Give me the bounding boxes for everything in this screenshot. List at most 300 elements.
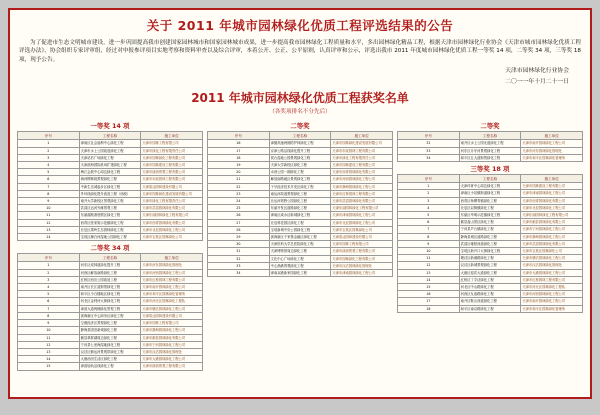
- row-number: 15: [398, 284, 460, 291]
- table-row: [208, 255, 393, 262]
- table-row: [18, 291, 203, 298]
- table-row: [398, 183, 583, 190]
- row-construction-unit: 天津市和平区园林绿化管理所: [521, 154, 583, 161]
- row-number: 29: [208, 234, 270, 241]
- row-project-name: 红桥区西沽公园改造工程: [79, 276, 141, 283]
- row-number: 23: [208, 190, 270, 197]
- header-num: 序号: [398, 175, 460, 183]
- row-project-name: 津蓟高速两侧防护林绿化工程: [269, 140, 331, 147]
- column-left: [17, 119, 203, 370]
- row-number: 8: [18, 190, 80, 197]
- row-project-name: 宁河县芦台镇绿化工程: [459, 226, 521, 233]
- row-project-name: 外环线绿化提升改造工程（西段）: [79, 190, 141, 197]
- row-construction-unit: 天津市津南园林绿化工程公司: [331, 270, 393, 277]
- row-project-name: 东丽区华明示范镇绿化工程: [459, 212, 521, 219]
- row-project-name: 天津医科大学总医院绿化工程: [269, 241, 331, 248]
- row-construction-unit: 天津市河西园林绿化工程公司: [521, 291, 583, 298]
- table-row: [18, 140, 203, 147]
- table-row: [398, 269, 583, 276]
- row-construction-unit: 天津东丽园林绿化工程有限公司: [141, 212, 203, 219]
- row-project-name: 北辰区果岭生态园林绿化工程: [79, 226, 141, 233]
- row-project-name: 河西区解放南路绿化工程: [79, 269, 141, 276]
- row-number: 6: [398, 219, 460, 226]
- row-number: 16: [208, 140, 270, 147]
- row-construction-unit: 天津泰达园林建设有限公司: [331, 234, 393, 241]
- row-construction-unit: 天津市津南园林绿化工程公司: [521, 190, 583, 197]
- row-project-name: 中新生态城起步区绿化工程: [79, 183, 141, 190]
- row-construction-unit: 天津市河东园林绿化管理处: [521, 147, 583, 154]
- row-project-name: 大港区迎宾大道绿化工程: [459, 269, 521, 276]
- header-unit: 施工单位: [521, 132, 583, 140]
- row-construction-unit: 天津市宁河园林绿化工程公司: [521, 226, 583, 233]
- table-row: [18, 226, 203, 233]
- header-project: 工程名称: [459, 132, 521, 140]
- row-project-name: 水西公园一期绿化工程: [269, 169, 331, 176]
- row-number: 33: [398, 147, 460, 154]
- row-project-name: 天津博物馆周边绿化工程: [269, 248, 331, 255]
- row-project-name: 武清区运河外滩景观工程: [79, 205, 141, 212]
- row-construction-unit: 天津市塘沽园林绿化工程公司: [141, 305, 203, 312]
- row-project-name: 海河柳林段景观绿化工程: [79, 176, 141, 183]
- row-number: 34: [398, 154, 460, 161]
- row-construction-unit: 天津市武清园林绿化有限公司: [521, 240, 583, 247]
- table-row: [18, 341, 203, 348]
- row-construction-unit: 天津市河东园林绿化管理处: [141, 262, 203, 269]
- table-row: [18, 147, 203, 154]
- row-construction-unit: 天津市河西园林绿化工程公司: [141, 269, 203, 276]
- table-header-row: [208, 132, 393, 140]
- table-header-row: [18, 254, 203, 262]
- award-table: [17, 131, 203, 241]
- row-construction-unit: 天津市西青园林绿化有限公司: [141, 219, 203, 226]
- row-project-name: 宁河县七里海湿地绿化工程: [79, 341, 141, 348]
- table-header-row: [398, 175, 583, 183]
- row-project-name: 京津公路沿线绿化提升工程: [269, 147, 331, 154]
- row-project-name: 南开区鞍山西道绿化工程: [459, 298, 521, 305]
- row-number: 10: [18, 205, 80, 212]
- row-number: 21: [208, 176, 270, 183]
- row-construction-unit: 天津市静海园林绿化工程公司: [141, 327, 203, 334]
- row-project-name: 侯台湿地公园景观绿化工程: [269, 154, 331, 161]
- table-row: [398, 226, 583, 233]
- row-construction-unit: 天津市西青园林绿化有限公司: [521, 197, 583, 204]
- row-number: 30: [208, 241, 270, 248]
- table-row: [398, 262, 583, 269]
- row-construction-unit: 天津市园林绿化工程有限公司: [141, 154, 203, 161]
- row-number: 13: [18, 348, 80, 355]
- table-row: [208, 198, 393, 205]
- row-project-name: 南开大学新校区景观绿化工程: [79, 198, 141, 205]
- award-table: [397, 174, 583, 313]
- table-row: [18, 169, 203, 176]
- row-construction-unit: 天津市南开园林绿化工程公司: [521, 140, 583, 147]
- row-number: 10: [398, 248, 460, 255]
- row-number: 9: [18, 320, 80, 327]
- table-row: [18, 312, 203, 319]
- row-number: 15: [18, 363, 80, 370]
- row-construction-unit: 天津市汉沽园林绿化管理处: [521, 262, 583, 269]
- row-project-name: 和平区南京路绿化工程: [459, 305, 521, 312]
- row-project-name: 宝坻区潮白河湿地公园绿化工程: [79, 234, 141, 241]
- row-number: 34: [208, 270, 270, 277]
- row-construction-unit: 天津市园林建设工程有限公司: [331, 162, 393, 169]
- row-number: 12: [398, 262, 460, 269]
- award-columns: [17, 119, 583, 370]
- table-row: [208, 241, 393, 248]
- table-row: [18, 212, 203, 219]
- table-row: [398, 212, 583, 219]
- table-row: [208, 270, 393, 277]
- row-construction-unit: 天津市蓟县园林绿化有限公司: [141, 334, 203, 341]
- row-number: 32: [208, 255, 270, 262]
- row-construction-unit: 天津市绿茵景观工程有限公司: [331, 248, 393, 255]
- row-construction-unit: 天津市园林绿化建设发展有限公司: [331, 140, 393, 147]
- row-number: 6: [18, 176, 80, 183]
- row-project-name: 西青区杨柳青镇绿化工程: [459, 197, 521, 204]
- announcement-body: 为了促进市生态文明城市建设，进一步巩固提高我市创建国家园林城市和国家园林城市成果，进一步提高我市园林绿化工程质量和水平，多出园林绿化精品工程，根据天津市园林绿化行业协会《天津市城市园林绿化优质工程评选办法》，协会组织专家评审组，经过对申报参评项目实地考察和资料审查以及综合评审，本着公开、公正、公平原则，认真评审和公示，评选出我市 2011 年度城市园林绿化优质工程一等奖 14 项，二等奖 34 项，三等奖 18 项，现予公告。: [19, 40, 581, 63]
- row-construction-unit: 天津市和平区园林绿化管理所: [521, 305, 583, 312]
- row-construction-unit: 天津市大港园林绿化工程公司: [521, 269, 583, 276]
- table-row: [398, 291, 583, 298]
- row-number: 5: [398, 212, 460, 219]
- row-number: 17: [398, 298, 460, 305]
- row-construction-unit: 天津市宝坻区园林绿化公司: [141, 234, 203, 241]
- row-project-name: 天津滨海国际机场扩建绿化工程: [79, 162, 141, 169]
- row-number: 20: [208, 169, 270, 176]
- row-number: 33: [208, 262, 270, 269]
- table-row: [18, 284, 203, 291]
- table-row: [18, 205, 203, 212]
- row-construction-unit: 天津市西青园林绿化有限公司: [331, 169, 393, 176]
- table-row: [18, 219, 203, 226]
- row-construction-unit: 天津东丽园林绿化工程有限公司: [521, 212, 583, 219]
- table-row: [18, 262, 203, 269]
- row-number: 13: [18, 226, 80, 233]
- section-title: 二等奖: [480, 122, 500, 131]
- row-number: 2: [18, 147, 80, 154]
- row-project-name: 河东区月牙河景观绿化工程: [459, 147, 521, 154]
- row-number: 22: [208, 183, 270, 190]
- row-project-name: 河北区金钟河大街绿化工程: [79, 298, 141, 305]
- table-row: [398, 248, 583, 255]
- row-construction-unit: 天津市宝坻区园林绿化公司: [521, 248, 583, 255]
- row-project-name: 河西区友谊路绿化工程: [459, 291, 521, 298]
- row-project-name: 汉沽区蓟运河景观带绿化工程: [79, 348, 141, 355]
- header-num: 序号: [398, 132, 460, 140]
- table-row: [208, 183, 393, 190]
- row-construction-unit: 天津市塘沽园林绿化工程公司: [521, 255, 583, 262]
- table-row: [18, 176, 203, 183]
- header-num: 序号: [208, 132, 270, 140]
- row-construction-unit: 天津泰达园林建设有限公司: [141, 312, 203, 319]
- section-title: 二等奖: [290, 122, 310, 131]
- announcement-page: [8, 8, 592, 399]
- row-construction-unit: 天津市绿茵景观工程有限公司: [141, 169, 203, 176]
- table-header-row: [18, 132, 203, 140]
- row-construction-unit: 天津市园林工程有限公司: [331, 241, 393, 248]
- row-number: 31: [208, 248, 270, 255]
- row-project-name: 津滨轻轨沿线绿化工程: [79, 363, 141, 370]
- table-row: [208, 169, 393, 176]
- row-construction-unit: 天津市园林绿化建设发展有限公司: [141, 190, 203, 197]
- signature-org: 天津市园林绿化行业协会: [505, 68, 569, 75]
- table-row: [398, 147, 583, 154]
- row-project-name: 津南区社会福利中心绿化工程: [79, 140, 141, 147]
- row-project-name: 南运河故道景观绿化工程: [269, 190, 331, 197]
- row-number: 9: [18, 198, 80, 205]
- row-project-name: 西青区张家窝示范镇绿化工程: [79, 219, 141, 226]
- row-number: 14: [18, 234, 80, 241]
- row-number: 9: [398, 240, 460, 247]
- row-number: 4: [18, 284, 80, 291]
- table-row: [208, 140, 393, 147]
- row-number: 14: [18, 356, 80, 363]
- row-number: 4: [18, 162, 80, 169]
- row-construction-unit: 天津市市政园林工程有限公司: [331, 147, 393, 154]
- row-project-name: 文化中心广场绿化工程: [269, 255, 331, 262]
- table-row: [208, 176, 393, 183]
- award-rows-second-prize-c: [398, 140, 583, 162]
- row-construction-unit: 天津市武清园林绿化有限公司: [141, 205, 203, 212]
- header-unit: 施工单位: [331, 132, 393, 140]
- row-construction-unit: 天津市北辰园林绿化工程公司: [141, 226, 203, 233]
- row-project-name: 蓟县翠屏湖周边绿化工程: [79, 334, 141, 341]
- row-number: 11: [18, 334, 80, 341]
- row-number: 17: [208, 147, 270, 154]
- header-unit: 施工单位: [521, 175, 583, 183]
- row-construction-unit: 天津东丽园林绿化工程有限公司: [331, 205, 393, 212]
- row-construction-unit: 天津市南开园林绿化工程公司: [141, 284, 203, 291]
- row-number: 1: [398, 183, 460, 190]
- row-project-name: 津滨大道两侧绿化景观工程: [79, 305, 141, 312]
- table-row: [208, 190, 393, 197]
- header-unit: 施工单位: [141, 132, 203, 140]
- row-construction-unit: 天津泰达园林建设有限公司: [141, 183, 203, 190]
- table-row: [208, 234, 393, 241]
- table-row: [208, 212, 393, 219]
- award-rows-first-prize: [18, 140, 203, 241]
- row-project-name: 津南区小站镇街道绿化工程: [459, 190, 521, 197]
- table-row: [18, 348, 203, 355]
- row-number: 10: [18, 327, 80, 334]
- row-number: 2: [18, 269, 80, 276]
- row-construction-unit: 天津市红桥园林工程有限公司: [141, 276, 203, 283]
- table-row: [398, 298, 583, 305]
- table-row: [18, 154, 203, 161]
- row-number: 7: [18, 305, 80, 312]
- table-row: [208, 262, 393, 269]
- row-number: 7: [398, 226, 460, 233]
- row-construction-unit: 天津市绿茵景观工程有限公司: [141, 363, 203, 370]
- table-row: [398, 204, 583, 211]
- row-project-name: 南开区长江道街景绿化工程: [79, 284, 141, 291]
- row-number: 19: [208, 162, 270, 169]
- header-project: 工程名称: [79, 254, 141, 262]
- row-number: 27: [208, 219, 270, 226]
- row-construction-unit: 天津市和平区园林绿化管理所: [141, 291, 203, 298]
- row-project-name: 宝坻区新开口大街绿化工程: [459, 248, 521, 255]
- row-construction-unit: 天津市园林绿化工程有限公司: [331, 255, 393, 262]
- table-row: [398, 305, 583, 312]
- row-project-name: 河东区成林道绿化提升工程: [79, 262, 141, 269]
- row-number: 7: [18, 183, 80, 190]
- table-row: [208, 162, 393, 169]
- row-construction-unit: 天津市园林建设工程有限公司: [521, 183, 583, 190]
- row-number: 28: [208, 226, 270, 233]
- table-row: [398, 219, 583, 226]
- table-row: [18, 298, 203, 305]
- row-construction-unit: 天津市宁河园林绿化工程公司: [141, 341, 203, 348]
- table-row: [208, 205, 393, 212]
- row-number: 11: [398, 255, 460, 262]
- row-project-name: 大港油田生活区绿化工程: [79, 356, 141, 363]
- table-row: [398, 255, 583, 262]
- row-construction-unit: 天津市静海园林绿化工程公司: [331, 183, 393, 190]
- table-row: [398, 284, 583, 291]
- row-construction-unit: 天津市市政园林工程有限公司: [141, 176, 203, 183]
- row-number: 25: [208, 205, 270, 212]
- section-title: 一等奖 14 项: [90, 122, 130, 131]
- table-row: [18, 356, 203, 363]
- table-row: [398, 276, 583, 283]
- award-list-subtitle: （各奖项排名不分先后）: [269, 109, 331, 116]
- row-construction-unit: 天津市北辰园林绿化工程公司: [331, 219, 393, 226]
- table-row: [18, 305, 203, 312]
- row-project-name: 空港经济区景观绿化工程: [79, 320, 141, 327]
- row-project-name: 静海县城区道路绿化工程: [459, 233, 521, 240]
- row-construction-unit: 天津市汉沽园林绿化管理处: [331, 262, 393, 269]
- table-row: [18, 162, 203, 169]
- award-rows-third-prize: [398, 183, 583, 313]
- award-list-title: 2011 年城市园林绿化优质工程获奖名单: [191, 91, 409, 106]
- row-number: 4: [398, 204, 460, 211]
- column-right: [397, 119, 583, 313]
- row-project-name: 北辰科技园区绿化工程: [269, 219, 331, 226]
- row-number: 2: [398, 190, 460, 197]
- page-title: 关于 2011 年城市园林绿化优质工程评选结果的公告: [146, 18, 454, 33]
- table-row: [208, 154, 393, 161]
- row-construction-unit: 天津市红桥园林工程有限公司: [331, 190, 393, 197]
- row-number: 8: [18, 312, 80, 319]
- signature-date: 二〇一一年十月二十一日: [505, 79, 569, 86]
- row-number: 5: [18, 169, 80, 176]
- table-row: [18, 363, 203, 370]
- row-project-name: 天津市水上公园改造绿化工程: [79, 147, 141, 154]
- row-construction-unit: 天津市蓟县园林绿化有限公司: [521, 219, 583, 226]
- row-project-name: 和平区小白楼地区绿化工程: [79, 291, 141, 298]
- row-number: 18: [208, 154, 270, 161]
- row-number: 12: [18, 219, 80, 226]
- table-row: [208, 248, 393, 255]
- row-number: 1: [18, 262, 80, 269]
- row-project-name: 红桥区丁字沽绿化工程: [459, 276, 521, 283]
- award-table: [17, 253, 203, 370]
- table-row: [208, 219, 393, 226]
- table-header-row: [398, 132, 583, 140]
- row-project-name: 中心渔港景观绿化工程: [269, 262, 331, 269]
- table-row: [398, 240, 583, 247]
- row-construction-unit: 天津市园林工程有限公司: [141, 140, 203, 147]
- row-project-name: 和平区五大道街景绿化工程: [459, 154, 521, 161]
- header-project: 工程名称: [269, 132, 331, 140]
- row-construction-unit: 天津市南开园林绿化工程公司: [521, 298, 583, 305]
- row-construction-unit: 天津市宝坻区园林绿化公司: [331, 226, 393, 233]
- row-project-name: 武清区雍阳西道绿化工程: [459, 240, 521, 247]
- table-row: [398, 140, 583, 147]
- row-project-name: 天津大学新校区绿化工程: [269, 162, 331, 169]
- row-construction-unit: 天津市绿化工程有限责任公司: [141, 147, 203, 154]
- section-title: 二等奖 34 项: [90, 244, 130, 253]
- row-number: 13: [398, 269, 460, 276]
- table-row: [18, 334, 203, 341]
- header-project: 工程名称: [459, 175, 521, 183]
- award-table: [397, 131, 583, 162]
- row-construction-unit: 天津市武清园林绿化有限公司: [331, 198, 393, 205]
- table-row: [208, 226, 393, 233]
- section-title: 三等奖 18 项: [470, 165, 510, 174]
- row-project-name: 津南区咸水沽新城绿化工程: [269, 212, 331, 219]
- row-number: 18: [398, 305, 460, 312]
- row-construction-unit: 天津市绿化工程有限责任公司: [141, 198, 203, 205]
- row-project-name: 北运河郊野公园绿化工程: [269, 198, 331, 205]
- row-number: 3: [18, 276, 80, 283]
- row-number: 11: [18, 212, 80, 219]
- row-project-name: 东丽开发区道路绿化工程: [269, 205, 331, 212]
- row-construction-unit: 天津市河北区园林绿化工程队: [521, 284, 583, 291]
- row-project-name: 滨海新区于家堡金融区绿化工程: [269, 234, 331, 241]
- row-number: 6: [18, 298, 80, 305]
- row-construction-unit: 天津市大港园林绿化工程公司: [141, 356, 203, 363]
- row-project-name: 北辰区双街镇绿化工程: [459, 204, 521, 211]
- table-row: [208, 147, 393, 154]
- row-project-name: 津南双港新家园绿化工程: [269, 270, 331, 277]
- row-construction-unit: 天津市汉沽园林绿化管理处: [141, 348, 203, 355]
- header-project: 工程名称: [79, 132, 141, 140]
- row-number: 32: [398, 140, 460, 147]
- row-project-name: 宝坻新城中央公园绿化工程: [269, 226, 331, 233]
- award-table: [207, 131, 393, 277]
- row-construction-unit: 天津市园林工程有限公司: [141, 320, 203, 327]
- row-number: 5: [18, 291, 80, 298]
- row-number: 14: [398, 276, 460, 283]
- table-row: [18, 198, 203, 205]
- table-row: [18, 190, 203, 197]
- row-number: 3: [18, 154, 80, 161]
- row-construction-unit: 天津市绿化工程有限责任公司: [331, 154, 393, 161]
- row-project-name: 子牙经济技术开发区绿化工程: [269, 183, 331, 190]
- row-construction-unit: 天津市北辰园林绿化工程公司: [521, 204, 583, 211]
- row-number: 3: [398, 197, 460, 204]
- table-row: [398, 233, 583, 240]
- header-num: 序号: [18, 254, 80, 262]
- table-row: [18, 327, 203, 334]
- table-row: [18, 234, 203, 241]
- table-row: [18, 269, 203, 276]
- row-project-name: 南开区水上公园北道绿化工程: [459, 140, 521, 147]
- award-rows-second-prize-a: [18, 262, 203, 370]
- header-num: 序号: [18, 132, 80, 140]
- row-construction-unit: 天津市静海园林绿化工程公司: [521, 233, 583, 240]
- row-project-name: 塘沽区新港路绿化工程: [459, 255, 521, 262]
- table-row: [398, 197, 583, 204]
- row-number: 16: [398, 291, 460, 298]
- row-project-name: 河北区中山路绿化工程: [459, 284, 521, 291]
- row-project-name: 梅江会展中心周边绿化工程: [79, 169, 141, 176]
- row-number: 1: [18, 140, 80, 147]
- row-number: 12: [18, 341, 80, 348]
- row-construction-unit: 天津市河北区园林绿化工程队: [141, 298, 203, 305]
- row-project-name: 静海县团泊新城绿化工程: [79, 327, 141, 334]
